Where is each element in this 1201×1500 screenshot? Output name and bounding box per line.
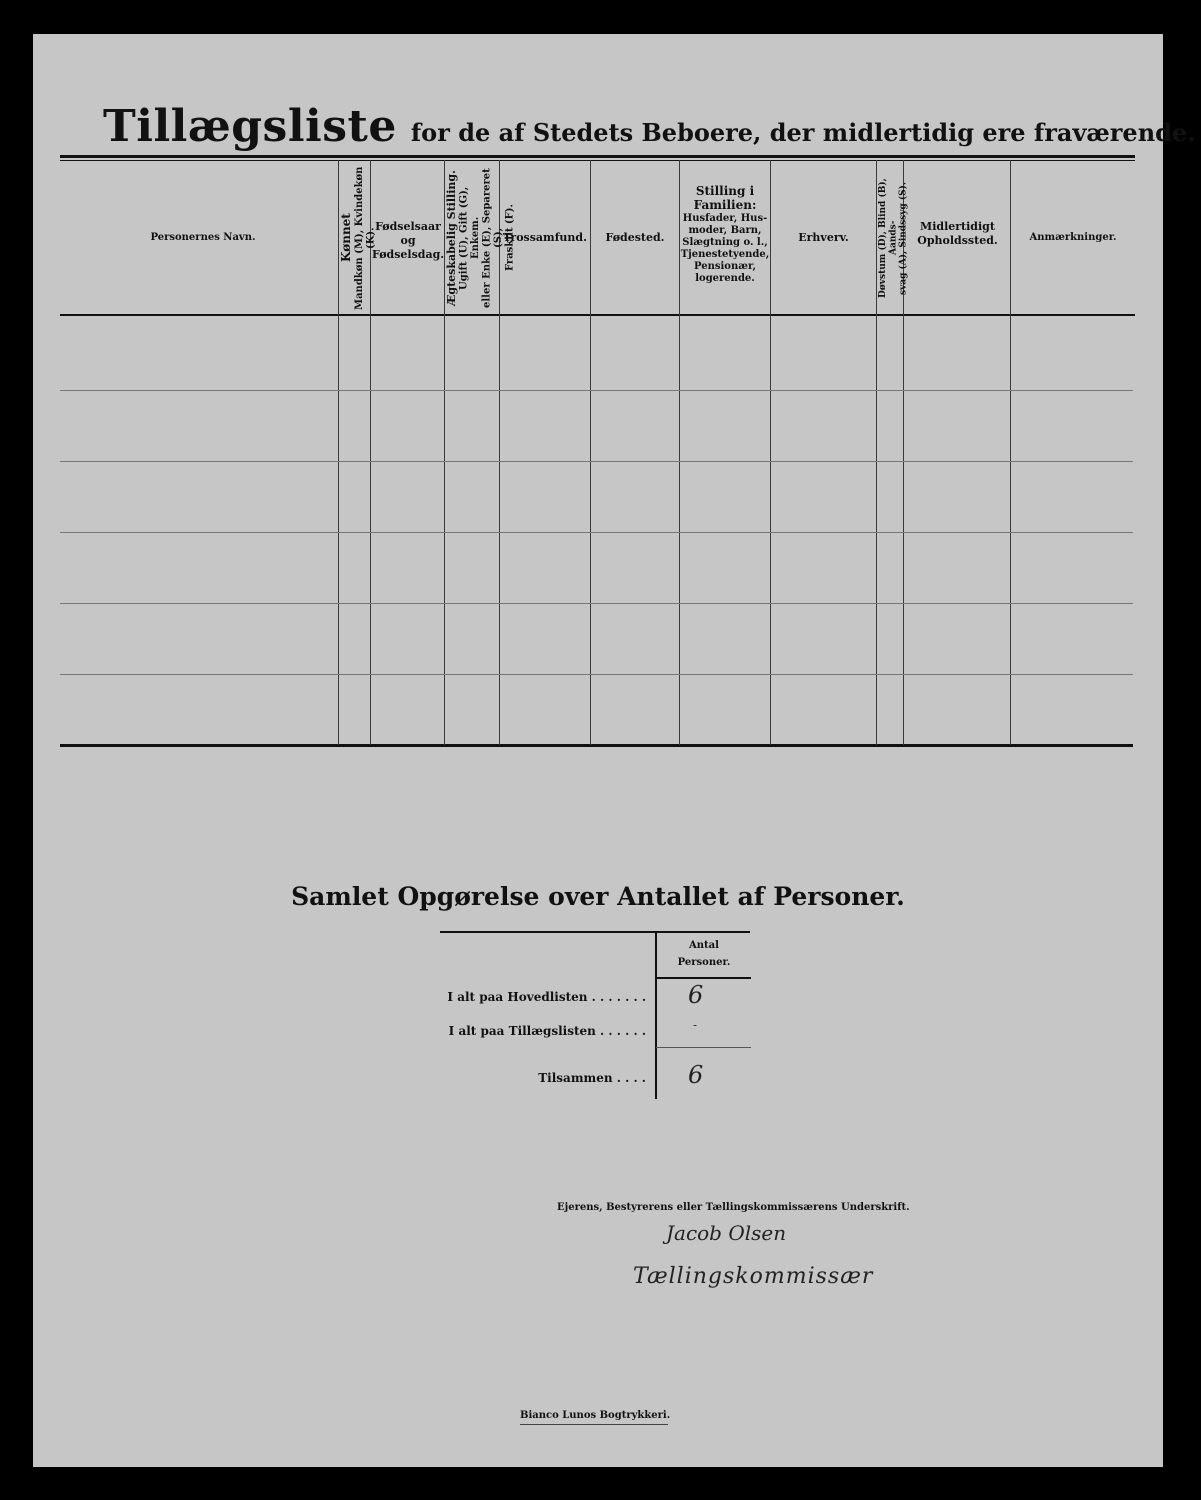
col-divider xyxy=(770,160,771,745)
summary-title: Samlet Opgørelse over Antallet af Personer. xyxy=(291,882,905,911)
summary-subtotal-rule xyxy=(656,1047,751,1048)
col-header-marital xyxy=(445,164,516,312)
summary-col-head-1: Antal xyxy=(689,940,719,951)
table-row-line xyxy=(60,532,1133,533)
title-subtitle-text: for de af Stedets Beboere, der midlertidig ere xyxy=(410,118,1034,147)
col-header-marital-4: Fraskilt (F). xyxy=(504,204,516,272)
table-row-line xyxy=(60,603,1133,604)
signature-caption: Ejerens, Bestyrerens eller Tællingskommissærens Underskrift. xyxy=(557,1202,910,1213)
col-header-family-7: Pensionær, xyxy=(693,260,757,272)
col-header-names: Personernes Navn. xyxy=(150,232,256,243)
summary-col-head xyxy=(657,940,751,969)
title-main: Tillægsliste xyxy=(103,101,397,152)
col-divider xyxy=(876,160,877,745)
table-row-line xyxy=(60,674,1133,675)
signature-role: Tællingskommissær xyxy=(633,1264,874,1289)
summary-col-head-2: Personer. xyxy=(677,956,731,968)
col-header-marital-3: eller Enke (E), Separeret (S), xyxy=(481,168,505,308)
col-header-sex-a: Kønnet xyxy=(339,213,353,263)
table-top-rule xyxy=(60,155,1135,158)
col-header-family-6: Tjenestetyende, xyxy=(680,248,770,260)
summary-row-value: 6 xyxy=(688,1061,704,1089)
title-subtitle xyxy=(411,118,1196,147)
signature-name: Jacob Olsen xyxy=(666,1221,787,1245)
col-header-family-5: Slægtning o. l., xyxy=(682,236,768,248)
col-header-marital-1: Ægteskabelig Stilling. xyxy=(445,170,458,306)
col-header-occupation: Erhverv. xyxy=(798,231,849,244)
census-form-sheet xyxy=(33,34,1196,1467)
col-header-temp-residence xyxy=(905,220,1010,248)
summary-row-label: Tilsammen . . . . xyxy=(538,1071,646,1085)
col-header-family-8: logerende. xyxy=(695,272,755,284)
col-header-disability xyxy=(878,164,909,312)
col-header-birthplace: Fødested. xyxy=(605,231,665,244)
col-header-family-4: moder, Barn, xyxy=(688,224,762,236)
col-header-remarks: Anmærkninger. xyxy=(1029,232,1117,243)
col-header-sex xyxy=(339,164,377,312)
summary-head-rule xyxy=(656,977,751,979)
col-header-birth-2: og xyxy=(400,233,416,247)
col-divider xyxy=(590,160,591,745)
printer-footer: Bianco Lunos Bogtrykkeri. xyxy=(520,1410,671,1421)
header-bottom-rule xyxy=(60,314,1135,316)
printer-footer-underline xyxy=(520,1424,668,1425)
col-header-disability-1: Døvstum (D), Blind (B), Aands- xyxy=(878,178,899,298)
col-header-family-2: Familien: xyxy=(693,198,757,213)
col-header-family xyxy=(680,184,770,285)
col-header-disability-2: svag (A), Sindssyg (S). xyxy=(898,181,909,295)
table-row-line xyxy=(60,390,1133,391)
col-header-birth-1: Fødselsaar xyxy=(375,220,441,233)
col-divider xyxy=(1010,160,1011,745)
col-header-family-3: Husfader, Hus- xyxy=(682,212,768,224)
col-header-birth xyxy=(372,220,444,261)
col-header-temp-1: Midlertidigt xyxy=(920,220,995,233)
summary-row-value: - xyxy=(693,1018,698,1032)
summary-row-value: 6 xyxy=(688,981,704,1009)
title-subtitle-bold: fraværende. xyxy=(1033,118,1196,147)
col-header-family-1: Stilling i xyxy=(695,184,755,198)
col-header-marital-2: Ugift (U), Gift (G), Enkem. xyxy=(458,186,482,290)
table-top-rule-thin xyxy=(60,160,1135,161)
col-header-religion: Trossamfund. xyxy=(503,231,587,244)
summary-top-rule xyxy=(440,931,750,933)
summary-row-label: I alt paa Tillægslisten . . . . . . xyxy=(448,1024,646,1038)
table-row-line xyxy=(60,461,1133,462)
table-bottom-rule xyxy=(60,744,1133,747)
form-title xyxy=(103,101,1196,152)
col-header-temp-2: Opholdssted. xyxy=(917,233,998,247)
summary-row-label: I alt paa Hovedlisten . . . . . . . xyxy=(447,990,646,1004)
col-header-sex-b: Mandkøn (M), Kvindekøn (K). xyxy=(353,166,377,310)
col-header-birth-3: Fødselsdag. xyxy=(372,247,445,261)
